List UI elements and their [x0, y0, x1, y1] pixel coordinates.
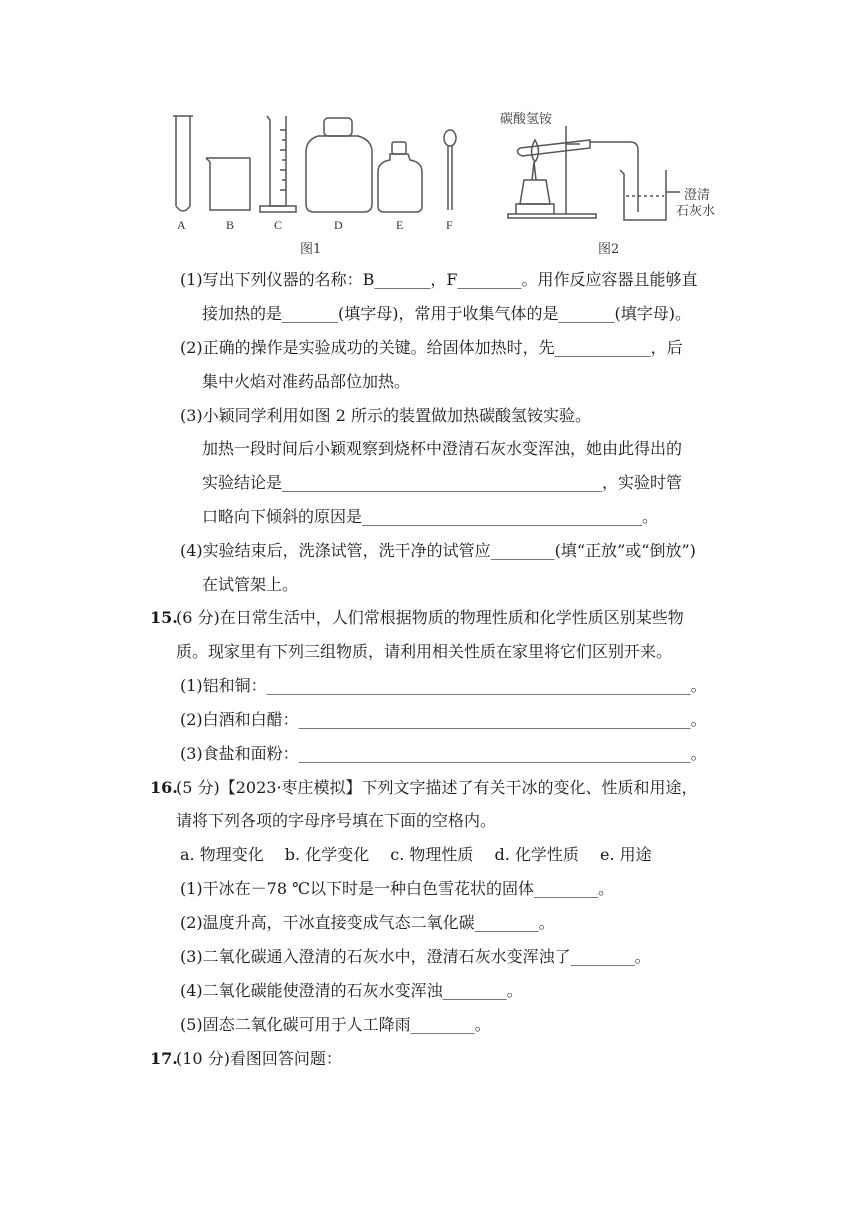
figure1-label-c: C	[274, 218, 283, 232]
q16-line2: 请将下列各项的字母序号填在下面的空格内。	[176, 811, 497, 830]
graduated-cylinder-icon	[260, 116, 296, 212]
wide-mouth-bottle-icon	[306, 118, 372, 212]
figure1-label-d: D	[334, 218, 343, 232]
figure2-caption: 图2	[598, 242, 620, 257]
q14-part3-line1: (3)小颖同学利用如图 2 所示的装置做加热碳酸氢铵实验。	[180, 406, 592, 425]
beaker-icon	[206, 158, 250, 210]
q16-part2: (2)温度升高，干冰直接变成气态二氧化碳________。	[180, 913, 555, 932]
q16-part3: (3)二氧化碳通入澄清的石灰水中，澄清石灰水变浑浊了________。	[180, 947, 651, 966]
apparatus-figure	[160, 100, 740, 260]
q14-part3-line3: 实验结论是________________________________________，实验时管	[202, 473, 683, 492]
q17-line1: (10 分)看图回答问题：	[176, 1049, 342, 1068]
dropper-icon	[444, 130, 456, 210]
figure1-label-e: E	[396, 218, 404, 232]
q16-part4: (4)二氧化碳能使澄清的石灰水变浑浊________。	[180, 981, 523, 1000]
q14-part4-line2: 在试管架上。	[202, 575, 299, 594]
q16-part5: (5)固态二氧化碳可用于人工降雨________。	[180, 1015, 491, 1034]
figure1-label-a: A	[177, 218, 186, 232]
figure2-reagent-label: 碳酸氢铵	[500, 112, 553, 127]
figure2-limewater-label-1: 澄清	[684, 188, 711, 203]
heating-apparatus-icon	[508, 126, 680, 220]
figure1-caption: 图1	[300, 242, 322, 257]
test-tube-icon	[173, 116, 193, 211]
q14-part2-line1: (2)正确的操作是实验成功的关键。给固体加热时，先____________，后	[180, 338, 683, 357]
q14-part3-line2: 加热一段时间后小颖观察到烧杯中澄清石灰水变浑浊，她由此得出的	[202, 439, 683, 458]
q14-part1-line1: (1)写出下列仪器的名称：B_______，F________。用作反应容器且能够直	[180, 270, 698, 289]
q14-part4-line1: (4)实验结束后，洗涤试管，洗干净的试管应________(填“正放”或“倒放”)	[180, 541, 696, 560]
figure1-label-b: B	[226, 218, 235, 232]
question-16-number: 16.	[150, 778, 178, 797]
q16-part1: (1)干冰在－78 ℃以下时是一种白色雪花状的固体________。	[180, 879, 615, 898]
q15-line1: (6 分)在日常生活中，人们常根据物质的物理性质和化学性质区别某些物	[176, 608, 684, 627]
q15-part1: (1)铝和铜：_____________________________________________________。	[180, 676, 707, 695]
question-17-number: 17.	[150, 1049, 178, 1068]
figure1-label-f: F	[446, 218, 453, 232]
question-15-number: 15.	[150, 608, 178, 627]
q14-part2-line2: 集中火焰对准药品部位加热。	[202, 372, 411, 391]
q14-part1-line2: 接加热的是_______(填字母)，常用于收集气体的是_______(填字母)。	[202, 304, 691, 323]
q15-part3: (3)食盐和面粉：_________________________________________________。	[180, 744, 707, 763]
figure2-limewater-label-2: 石灰水	[676, 204, 716, 219]
q15-line2: 质。现家里有下列三组物质，请利用相关性质在家里将它们区别开来。	[176, 642, 673, 661]
q16-line1: (5 分)【2023·枣庄模拟】下列文字描述了有关干冰的变化、性质和用途，	[176, 778, 698, 797]
narrow-mouth-bottle-icon	[378, 142, 422, 212]
q15-part2: (2)白酒和白醋：_________________________________________________。	[180, 710, 707, 729]
q16-options: a. 物理变化 b. 化学变化 c. 物理性质 d. 化学性质 e. 用途	[180, 845, 652, 864]
q14-part3-line4: 口略向下倾斜的原因是___________________________________。	[202, 507, 659, 526]
apparatus-drawing	[160, 100, 740, 260]
